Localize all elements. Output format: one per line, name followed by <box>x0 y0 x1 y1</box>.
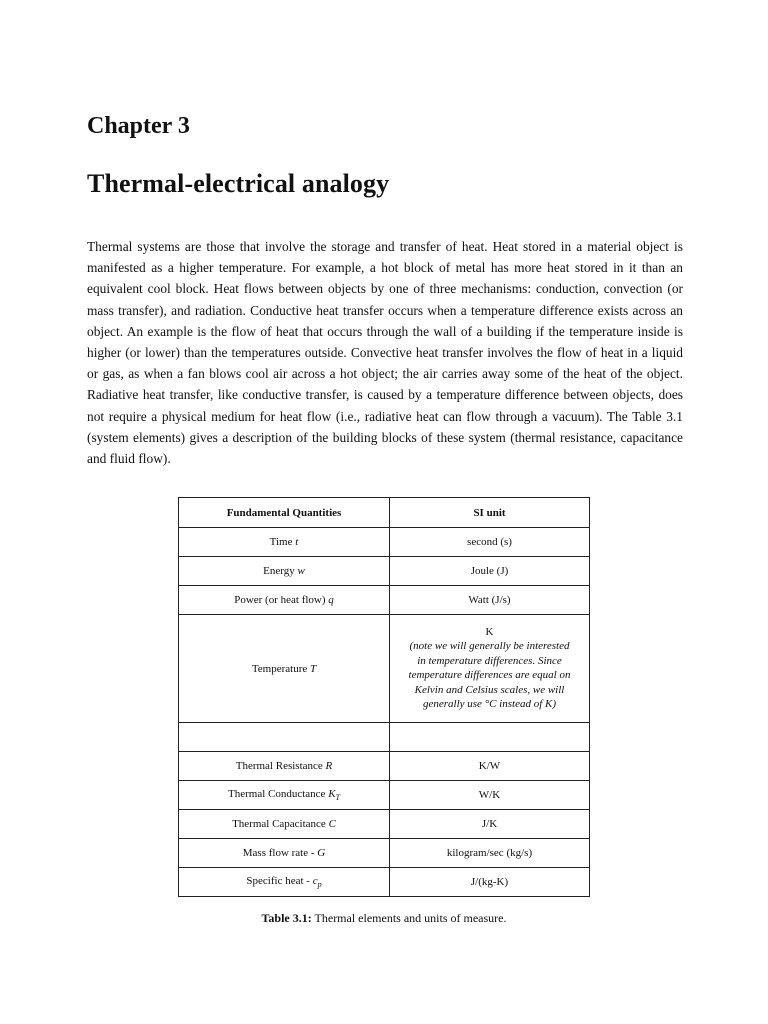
unit-cell: second (s) <box>390 528 590 557</box>
unit-value: K <box>485 626 494 639</box>
header-si-unit: SI unit <box>390 498 590 528</box>
unit-cell: W/K <box>390 781 590 810</box>
quantity-cell <box>179 868 390 897</box>
quantity-cell <box>179 615 390 723</box>
quantity-cell <box>179 810 390 839</box>
header-quantities: Fundamental Quantities <box>179 498 390 528</box>
table-row <box>179 615 590 723</box>
chapter-number: Chapter 3 <box>87 113 190 139</box>
quantity-symbol: c <box>312 874 318 887</box>
quantity-symbol: R <box>325 760 333 772</box>
table-row <box>179 752 590 781</box>
unit-cell: J/K <box>390 810 590 839</box>
quantity-subscript: T <box>335 793 340 803</box>
body-paragraph: Thermal systems are those that involve the storage and transfer of heat. Heat stored in a material object is manifested as a higher temperature. For example, a hot block of metal has more heat stored in it than an equivalent cool block. Heat flows between objects by one of three mechanisms: conduction, convection (or mass transfer), and radiation. Conductive heat transfer occurs when a temperature difference exists across an object. An example is the flow of heat that occurs through the wall of a building if the temperature inside is higher (or lower) than the temperatures outside. Convective heat transfer involves the flow of heat in a liquid or gas, as when a fan blows cool air across a hot object; the air carries away some of the heat of the object. Radiative heat transfer, like conductive transfer, is caused by a temperature difference between objects, does not require a physical medium for heat flow (i.e., radiative heat can flow through a vacuum). The Table 3.1 (system elements) gives a description of the building blocks of these system (thermal resistance, capacitance and fluid flow). <box>87 239 683 467</box>
table-row <box>179 557 590 586</box>
table-caption <box>0 911 768 926</box>
quantity-cell <box>179 752 390 781</box>
quantity-name: Thermal Conductance <box>228 787 329 800</box>
unit-cell: J/(kg-K) <box>390 868 590 897</box>
quantity-name: Time <box>269 536 296 548</box>
unit-cell: Joule (J) <box>390 557 590 586</box>
quantity-cell <box>179 586 390 615</box>
table-row <box>179 839 590 868</box>
quantity-symbol: G <box>317 847 326 859</box>
quantity-name: Energy <box>263 565 298 577</box>
quantity-name: Thermal Capacitance <box>232 818 329 830</box>
quantity-cell <box>179 723 390 752</box>
quantity-cell <box>179 528 390 557</box>
quantity-symbol: C <box>328 818 336 830</box>
unit-cell <box>390 615 590 723</box>
table-row-empty <box>179 723 590 752</box>
caption-text: Thermal elements and units of measure. <box>311 911 507 925</box>
quantity-name: Power (or heat flow) <box>234 594 329 606</box>
table-row <box>179 781 590 810</box>
quantity-symbol: K <box>328 787 336 800</box>
quantity-symbol: q <box>328 594 334 606</box>
quantity-name: Temperature <box>251 662 311 675</box>
unit-cell: Watt (J/s) <box>390 586 590 615</box>
table-row <box>179 586 590 615</box>
unit-cell: K/W <box>390 752 590 781</box>
quantity-subscript: p <box>317 880 322 890</box>
quantity-name: Thermal Resistance <box>235 760 326 772</box>
quantity-symbol: t <box>295 536 299 548</box>
table-row <box>179 868 590 897</box>
unit-cell <box>390 723 590 752</box>
quantity-name: Specific heat - <box>246 874 313 887</box>
quantity-symbol: w <box>297 565 305 577</box>
unit-cell: kilogram/sec (kg/s) <box>390 839 590 868</box>
chapter-title: Thermal-electrical analogy <box>87 169 390 198</box>
caption-label: Table 3.1: <box>261 911 312 925</box>
table-header-row <box>179 498 590 528</box>
table-row <box>179 528 590 557</box>
quantity-cell <box>179 557 390 586</box>
quantity-cell <box>179 839 390 868</box>
units-table <box>178 497 590 897</box>
quantity-symbol: T <box>310 662 317 675</box>
quantity-name: Mass flow rate - <box>242 847 318 859</box>
temperature-note: (note we will generally be interested in temperature differences. Since temperature differences are equal on Kelvin and Celsius scales, we will generally use °C instead of K) <box>408 640 571 711</box>
quantity-cell <box>179 781 390 810</box>
table-row <box>179 810 590 839</box>
